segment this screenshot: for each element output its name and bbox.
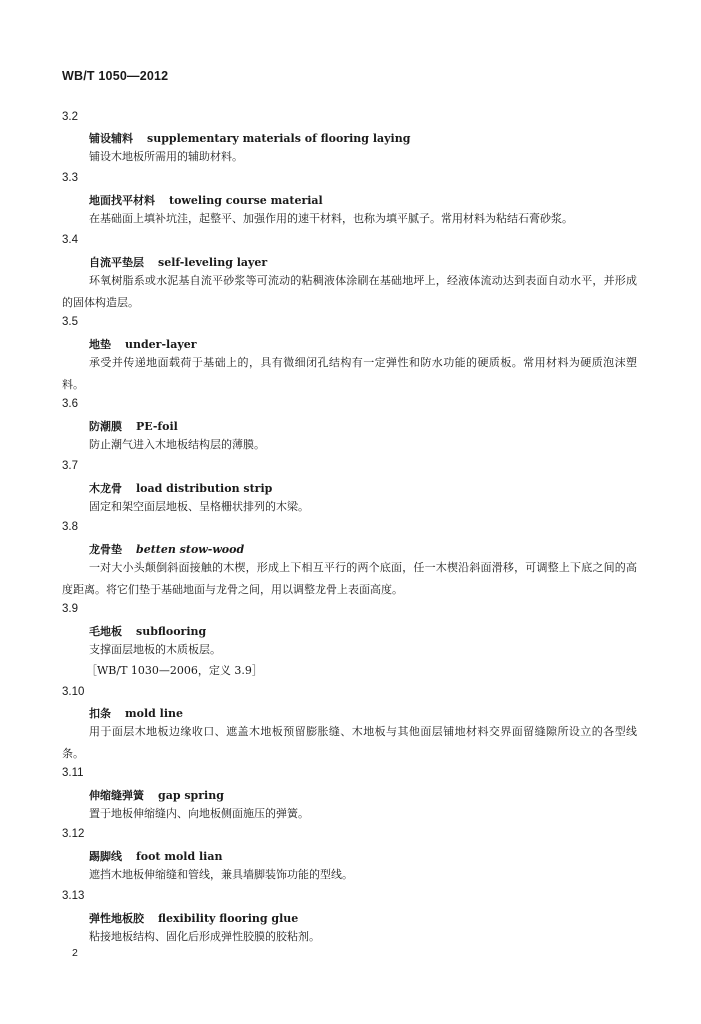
term-en: subflooring [136, 625, 207, 638]
term-definition: 粘接地板结构、固化后形成弹性胶膜的胶粘剂。 [89, 930, 320, 943]
standard-header: WB/T 1050—2012 [62, 69, 169, 83]
term-definition: 固定和架空面层地板、呈格栅状排列的木梁。 [89, 500, 309, 513]
term-title [89, 254, 267, 270]
page-number: 2 [72, 947, 78, 959]
term-zh: 踢脚线 [89, 850, 122, 863]
term-title [89, 787, 224, 803]
term-zh: 防潮膜 [89, 420, 122, 433]
term-en: self-leveling layer [158, 256, 268, 269]
term-title [89, 418, 178, 434]
term-zh: 木龙骨 [89, 482, 122, 495]
term-number: 3.4 [62, 234, 78, 246]
term-title [89, 336, 197, 352]
term-title [89, 480, 272, 496]
term-number: 3.12 [62, 828, 85, 840]
term-definition: 在基础面上填补坑洼，起整平、加强作用的速干材料，也称为填平腻子。常用材料为粘结石膏砂浆。 [89, 212, 573, 225]
term-number: 3.3 [62, 172, 78, 184]
term-definition: 防止潮气进入木地板结构层的薄膜。 [89, 438, 265, 451]
term-number: 3.11 [62, 767, 84, 779]
term-title [89, 705, 183, 721]
term-en: supplementary materials of flooring laying [147, 132, 411, 145]
term-number: 3.5 [62, 316, 78, 328]
term-definition: 用于面层木地板边缘收口、遮盖木地板预留膨胀缝、木地板与其他面层铺地材料交界面留缝隙所设立的各型线条。 [62, 725, 637, 760]
term-definition: 遮挡木地板伸缩缝和管线，兼具墙脚装饰功能的型线。 [89, 868, 353, 881]
term-definition: 承受并传递地面载荷于基础上的，具有微细闭孔结构有一定弹性和防水功能的硬质板。常用材料为硬质泡沫塑料。 [62, 356, 637, 391]
term-title [89, 130, 410, 146]
term-number: 3.2 [62, 111, 78, 123]
term-title [89, 848, 222, 864]
term-zh: 龙骨垫 [89, 543, 122, 556]
term-title [89, 623, 206, 639]
term-en: under-layer [125, 338, 197, 351]
term-en: flexibility flooring glue [158, 912, 299, 925]
term-number: 3.9 [62, 603, 78, 615]
term-title [89, 541, 244, 557]
term-en: PE-foil [136, 420, 178, 433]
term-zh: 扣条 [89, 707, 111, 720]
term-zh: 弹性地板胶 [89, 912, 144, 925]
term-number: 3.8 [62, 521, 78, 533]
term-number: 3.7 [62, 460, 78, 472]
term-en: mold line [125, 707, 184, 720]
term-definition: 支撑面层地板的木质板层。 [89, 643, 221, 656]
term-title [89, 910, 298, 926]
term-number: 3.13 [62, 890, 85, 902]
term-title [89, 192, 323, 208]
term-en: foot mold lian [136, 850, 223, 863]
term-zh: 伸缩缝弹簧 [89, 789, 144, 802]
term-source-note: ［WB/T 1030—2006，定义 3.9］ [86, 664, 263, 677]
term-definition: 环氧树脂系或水泥基自流平砂浆等可流动的粘稠液体涂刷在基础地坪上，经液体流动达到表面自动水平，并形成的固体构造层。 [62, 274, 637, 309]
term-zh: 毛地板 [89, 625, 122, 638]
term-definition: 铺设木地板所需用的辅助材料。 [89, 150, 243, 163]
term-en: betten stow-wood [136, 543, 245, 556]
term-zh: 铺设辅料 [89, 132, 133, 145]
term-number: 3.10 [62, 686, 85, 698]
term-zh: 地垫 [89, 338, 111, 351]
term-en: toweling course material [169, 194, 323, 207]
term-number: 3.6 [62, 398, 78, 410]
term-en: gap spring [158, 789, 224, 802]
term-en: load distribution strip [136, 482, 273, 495]
term-zh: 地面找平材料 [89, 194, 155, 207]
term-definition: 置于地板伸缩缝内、向地板侧面施压的弹簧。 [89, 807, 309, 820]
term-definition: 一对大小头颠倒斜面接触的木楔，形成上下相互平行的两个底面，任一木楔沿斜面滑移，可调整上下底之间的高度距离。将它们垫于基础地面与龙骨之间，用以调整龙骨上表面高度。 [62, 561, 637, 596]
term-zh: 自流平垫层 [89, 256, 144, 269]
